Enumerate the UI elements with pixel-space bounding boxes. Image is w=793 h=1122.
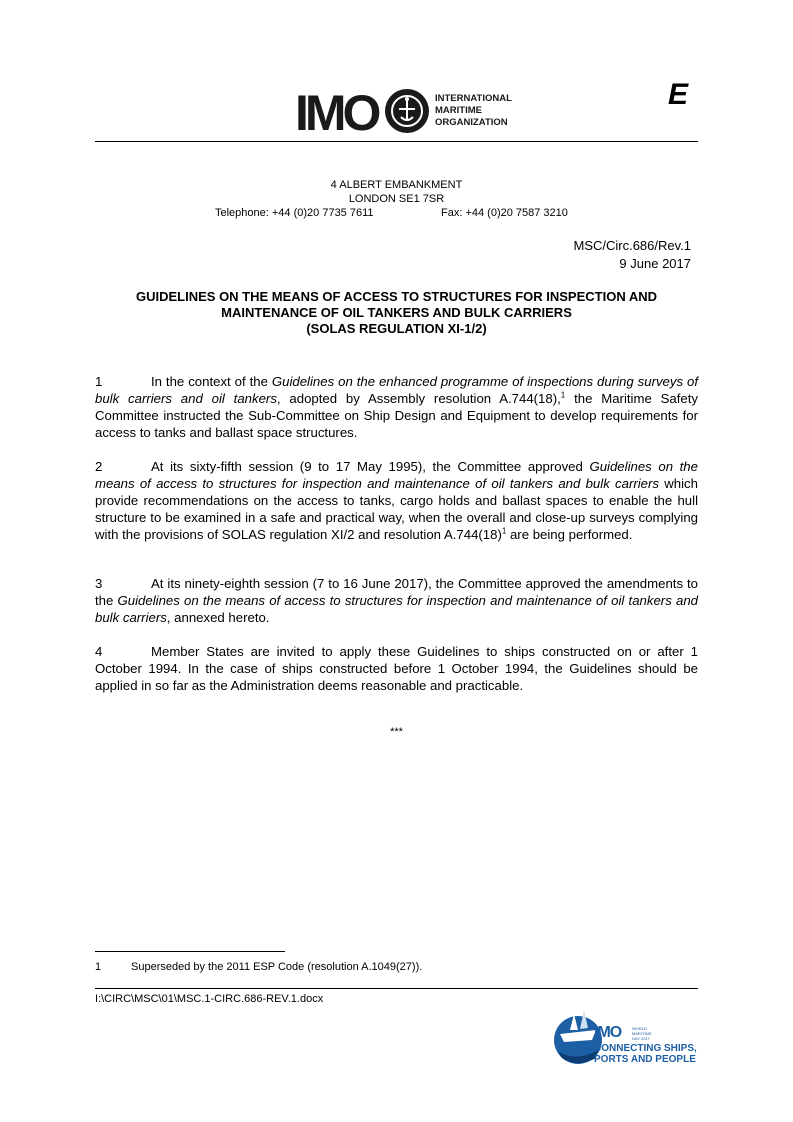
paragraph-text: Member States are invited to apply these Guidelines to ships constructed on or after 1 October 1994. In the case of ships constructed before 1 October 1994, the Guidelines should be applied in so far as the Administration deems reasonable and practicable. [95, 644, 698, 693]
paragraph-text: , annexed hereto. [166, 610, 270, 625]
paragraph-text: which provide recommendations on the access to tanks, cargo holds and ballast spaces to enable the hull structure to be examined in a safe and practical way, when the overall and close-up surveys complying with the provisions of SOLAS regulation XI/2 and resolution A.744(18) [95, 476, 698, 542]
paragraph-text: At its sixty-fifth session (9 to 17 May 1995), the Committee approved [151, 459, 590, 474]
address-line-2: LONDON SE1 7SR [348, 193, 445, 205]
org-line-2: MARITIME [435, 105, 482, 116]
guidelines-title-italic: Guidelines on the means of access to structures for inspection and maintenance of oil tankers and bulk carriers [95, 593, 698, 625]
imo-emblem-icon [383, 87, 431, 135]
paragraph-text: are being performed. [506, 527, 633, 542]
paragraph-number: 3 [95, 576, 103, 591]
guidelines-title-italic: Guidelines on the means of access to structures for inspection and maintenance of oil tankers and bulk carriers [95, 459, 698, 491]
title-line-3: (SOLAS REGULATION XI-1/2) [306, 321, 487, 336]
imo-logo [295, 85, 535, 141]
telephone: Telephone: +44 (0)20 7735 7611 [215, 207, 374, 219]
org-line-1: INTERNATIONAL [435, 93, 512, 104]
document-title [95, 289, 698, 337]
footnote-ref[interactable]: 1 [560, 390, 566, 400]
title-line-2: MAINTENANCE OF OIL TANKERS AND BULK CARRIERS [221, 305, 572, 320]
imo-logo-letters: IMO [295, 85, 378, 141]
paragraph-number: 4 [95, 644, 103, 659]
document-symbol: MSC/Circ.686/Rev.1 [573, 238, 691, 253]
paragraph-3 [95, 575, 698, 626]
campaign-small-line-3: DAY 2017 [632, 1036, 650, 1041]
campaign-small-line-2: MARITIME [632, 1031, 652, 1036]
fax: Fax: +44 (0)20 7587 3210 [441, 207, 568, 219]
document-date: 9 June 2017 [619, 256, 691, 271]
campaign-small-line-1: WORLD [632, 1026, 647, 1031]
paragraph-2 [95, 458, 698, 543]
language-mark: E [668, 78, 689, 111]
paragraph-text: At its ninety-eighth session (7 to 16 June 2017), the Committee approved the amendments to the [95, 576, 698, 608]
imo-org-name [435, 93, 512, 129]
footer-divider [95, 988, 698, 989]
campaign-tagline-2: PORTS AND PEOPLE [594, 1054, 696, 1065]
paragraph-text: , adopted by Assembly resolution A.744(18), [276, 391, 561, 406]
footnote-number: 1 [95, 961, 102, 973]
campaign-imo-letters: IMO [594, 1024, 622, 1041]
guidelines-title-italic: Guidelines on the enhanced programme of inspections during surveys of bulk carriers and oil tankers [95, 374, 699, 406]
org-line-3: ORGANIZATION [435, 117, 508, 128]
title-line-1: GUIDELINES ON THE MEANS OF ACCESS TO STRUCTURES FOR INSPECTION AND [136, 289, 657, 304]
paragraph-number: 1 [95, 374, 103, 389]
footnote-divider [95, 951, 285, 952]
footnote [95, 961, 422, 973]
paragraph-number: 2 [95, 459, 103, 474]
separator-stars: *** [390, 726, 403, 738]
header-divider [95, 141, 698, 142]
paragraph-text: the Maritime Safety Committee instructed the Sub-Committee on Ship Design and Equipment to develop requirements for access to tanks and ballast space structures. [95, 391, 699, 440]
address-line-1: 4 ALBERT EMBANKMENT [330, 179, 463, 191]
paragraph-1 [95, 373, 698, 441]
paragraph-4 [95, 643, 698, 694]
footnote-text: Superseded by the 2011 ESP Code (resolution A.1049(27)). [131, 961, 423, 973]
campaign-tagline-1: CONNECTING SHIPS, [594, 1043, 697, 1054]
campaign-logo [552, 1000, 702, 1070]
campaign-tagline [594, 1043, 697, 1065]
footnote-ref[interactable]: 1 [501, 526, 507, 536]
paragraph-text: In the context of the [151, 374, 272, 389]
file-path: I:\CIRC\MSC\01\MSC.1-CIRC.686-REV.1.docx [95, 993, 324, 1005]
campaign-small-text [632, 1026, 652, 1041]
